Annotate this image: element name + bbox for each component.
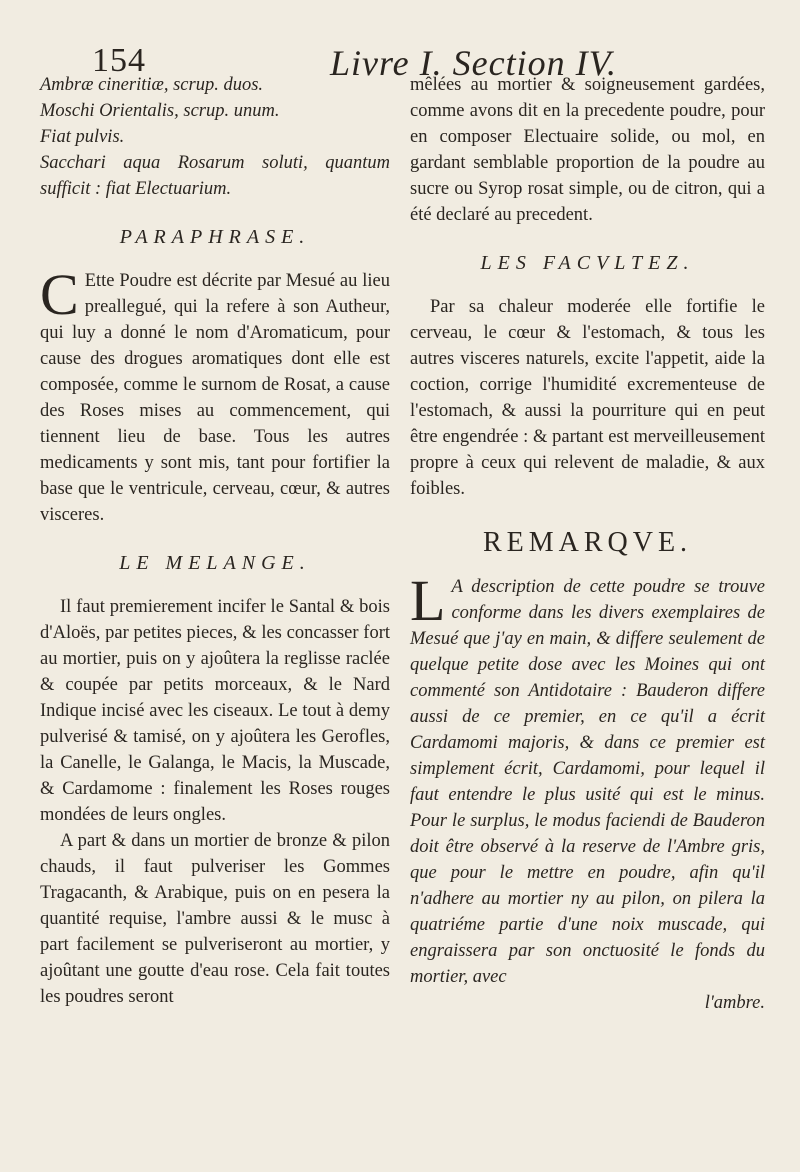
- running-title: Livre I. Section IV.: [330, 43, 617, 83]
- drop-cap: C: [40, 262, 79, 327]
- melange-paragraph-2: A part & dans un mortier de bronze & pilon chauds, il faut pulveriser les Gommes Tragacanth, & Arabique, puis on en pesera la quantité requise, l'ambre aussi & le musc à part facilement se pulveriseront au mortier, y ajoûtant une goutte d'eau rose. Cela fait toutes les poudres seront: [40, 831, 390, 1007]
- remarque-text: A description de cette poudre se trouve conforme dans les divers exemplaires de Mesué que j'ay en main, & differe seulement de quelque petite dose avec les Moines qui ont commenté son Antidotaire : Bauderon differe aussi de ce premier, en ce qu'il a écrit Cardamomi majoris, & dans ce premier est simplement écrit, Cardamomi, pour lequel il faut entendre le plus usité qui est le minus. Pour le surplus, le modus faciendi de Bauderon doit être observé à la reserve de l'Ambre gris, que pour le mettre en poudre, afin qu'il n'adhere au mortier ny au pilon, on pilera la quatriéme partie d'une noix muscade, qui engraissera par son onctuosité le fonds du mortier, avec: [410, 577, 765, 987]
- recipe-line-sacchari: Sacchari aqua Rosarum soluti, quantum sufficit : fiat Electuarium.: [40, 153, 390, 199]
- melange-paragraph-1: Il faut premierement incifer le Santal & bois d'Aloës, par petites pieces, & les concasser fort au mortier, puis on y ajoûtera la reglisse raclée & coupée par petits morceaux, & le Nard Indique incisé avec les ciseaux. Le tout à demy pulverisé & tamisé, on y ajoûtera les Gerofles, la Canelle, le Galanga, le Macis, la Muscade, & Cardamome : finalement les Roses rouges mondées de leurs ongles.: [40, 597, 390, 825]
- facultez-heading: LES FACVLTEZ.: [480, 252, 695, 274]
- continuation-paragraph: mêlées au mortier & soigneusement gardées, comme avons dit en la precedente poudre, pour en composer Electuaire solide, ou mol, en gardant semblable proportion de la poudre au sucre ou Syrop rosat simple, ou de citron, qui a été declaré au precedent.: [410, 75, 765, 225]
- left-column: [40, 72, 390, 1010]
- remarque-heading: REMARQVE.: [482, 527, 693, 558]
- recipe-line-fiat: Fiat pulvis.: [40, 127, 125, 147]
- remarque-paragraph: [410, 568, 765, 990]
- facultez-paragraph: Par sa chaleur moderée elle fortifie le cerveau, le cœur & l'estomach, & tous les autres visceres naturels, excite l'appetit, aide la coction, corrige l'humidité excrementeuse de l'estomach, & aussi la pourriture qui en peut être engendrée : & partant est merveilleusement propre à ceux qui relevent de maladie, & aux foibles.: [410, 297, 765, 499]
- page-number: 154: [92, 42, 146, 79]
- paraphrase-heading: PARAPHRASE.: [119, 226, 311, 248]
- melange-heading: LE MELANGE.: [119, 552, 311, 574]
- recipe-line-moschi: Moschi Orientalis, scrup. unum.: [40, 101, 280, 121]
- right-column: [410, 72, 765, 1016]
- recipe-line-ambra: Ambræ cineritiæ, scrup. duos.: [40, 75, 264, 95]
- paraphrase-text: Ette Poudre est décrite par Mesué au lieu preallegué, qui la refere à son Autheur, qui luy a donné le nom d'Aromaticum, pour cause des drogues aromatiques dont elle est composée, comme le surnom de Rosat, a cause des Roses mises au commencement, qui tiennent lieu de base. Tous les autres medicaments y sont mis, tant pour fortifier la base que le ventricule, cerveau, cœur, & autres visceres.: [40, 271, 390, 525]
- catchword: l'ambre.: [704, 993, 765, 1013]
- drop-cap: L: [410, 568, 446, 633]
- paraphrase-paragraph: [40, 262, 390, 528]
